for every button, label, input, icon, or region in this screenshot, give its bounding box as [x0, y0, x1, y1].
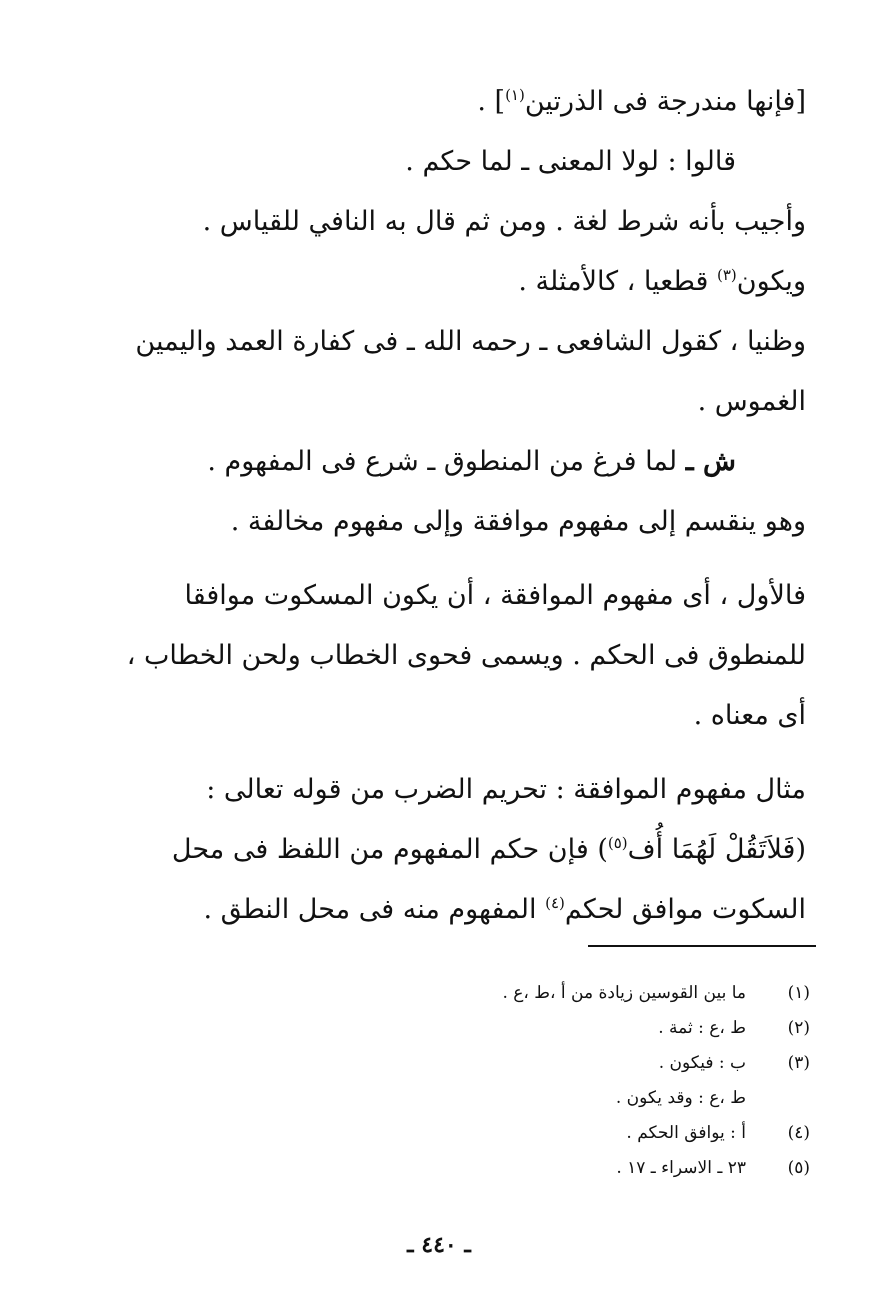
footnote-text: ط ،ع : وقد يكون .	[615, 1088, 746, 1108]
footnote-number: (٣)	[787, 1053, 810, 1073]
footnote-number: (٤)	[787, 1123, 810, 1143]
paragraph-9-text-c: المفهوم منه فى محل النطق .	[203, 894, 546, 925]
paragraph-6	[126, 432, 806, 492]
paragraph-9	[126, 760, 806, 940]
footnote-text: ط ،ع : ثمة .	[658, 1018, 746, 1038]
footnote-text: ما بين القوسين زيادة من أ ،ط ،ع .	[502, 983, 746, 1003]
paragraph-4-end: قطعيا ، كالأمثلة .	[518, 266, 717, 297]
footnote-number: (٥)	[787, 1158, 810, 1178]
footnote-item	[250, 1011, 810, 1046]
footnote-item	[250, 976, 810, 1011]
footnote-ref-1: (١)	[505, 86, 525, 104]
paragraph-9-text-a: مثال مفهوم الموافقة : تحريم الضرب من قوله تعالى : (فَلاَتَقُلْ لَهُمَا أُف	[206, 774, 806, 865]
footnote-text: أ : يوافق الحكم .	[626, 1123, 746, 1143]
footnote-number: (١)	[787, 983, 810, 1003]
footnote-divider	[588, 945, 816, 947]
paragraph-1-end: ] .	[477, 86, 506, 117]
paragraph-8: فالأول ، أى مفهوم الموافقة ، أن يكون المسكوت موافقا للمنطوق فى الحكم . ويسمى فحوى الخطاب ولحن الخطاب ، أى معناه .	[126, 580, 806, 731]
footnote-ref-5: (٥)	[607, 834, 628, 852]
footnote-ref-4: (٤)	[545, 894, 565, 912]
paragraph-1	[126, 72, 806, 132]
paragraph-5: وظنيا ، كقول الشافعى ـ رحمه الله ـ فى كفارة العمد واليمين الغموس .	[135, 326, 806, 417]
page-number: ـ ٤٤٠ ـ	[407, 1232, 471, 1258]
footnote-ref-3: (٣)	[716, 266, 737, 284]
footnote-item	[250, 1081, 810, 1116]
footnote-number: (٢)	[787, 1018, 810, 1038]
paragraph-2: قالوا : لولا المعنى ـ لما حكم .	[405, 146, 736, 177]
main-text	[126, 72, 806, 940]
paragraph-3: وأجيب بأنه شرط لغة . ومن ثم قال به النافي للقياس .	[202, 206, 806, 237]
footnote-item	[250, 1046, 810, 1081]
paragraph-7: وهو ينقسم إلى مفهوم موافقة وإلى مفهوم مخالفة .	[230, 506, 806, 537]
footnote-item	[250, 1116, 810, 1151]
footnote-item	[250, 1151, 810, 1186]
footnote-text: ب : فيكون .	[658, 1053, 746, 1073]
paragraph-4	[126, 252, 806, 312]
paragraph-9-text-b: ) فإن حكم المفهوم من اللفظ فى محل السكوت موافق لحكم	[171, 834, 806, 925]
paragraph-6-text: لما فرغ من المنطوق ـ شرع فى المفهوم .	[207, 446, 686, 477]
footnote-text: ٢٣ ـ الاسراء ـ ١٧ .	[616, 1158, 746, 1178]
footnotes	[250, 976, 810, 1186]
commentary-marker: ش ـ	[685, 446, 736, 477]
paragraph-4-text: ويكون	[736, 266, 806, 297]
paragraph-1-text: [فإنها مندرجة فى الذرتين	[524, 86, 806, 117]
